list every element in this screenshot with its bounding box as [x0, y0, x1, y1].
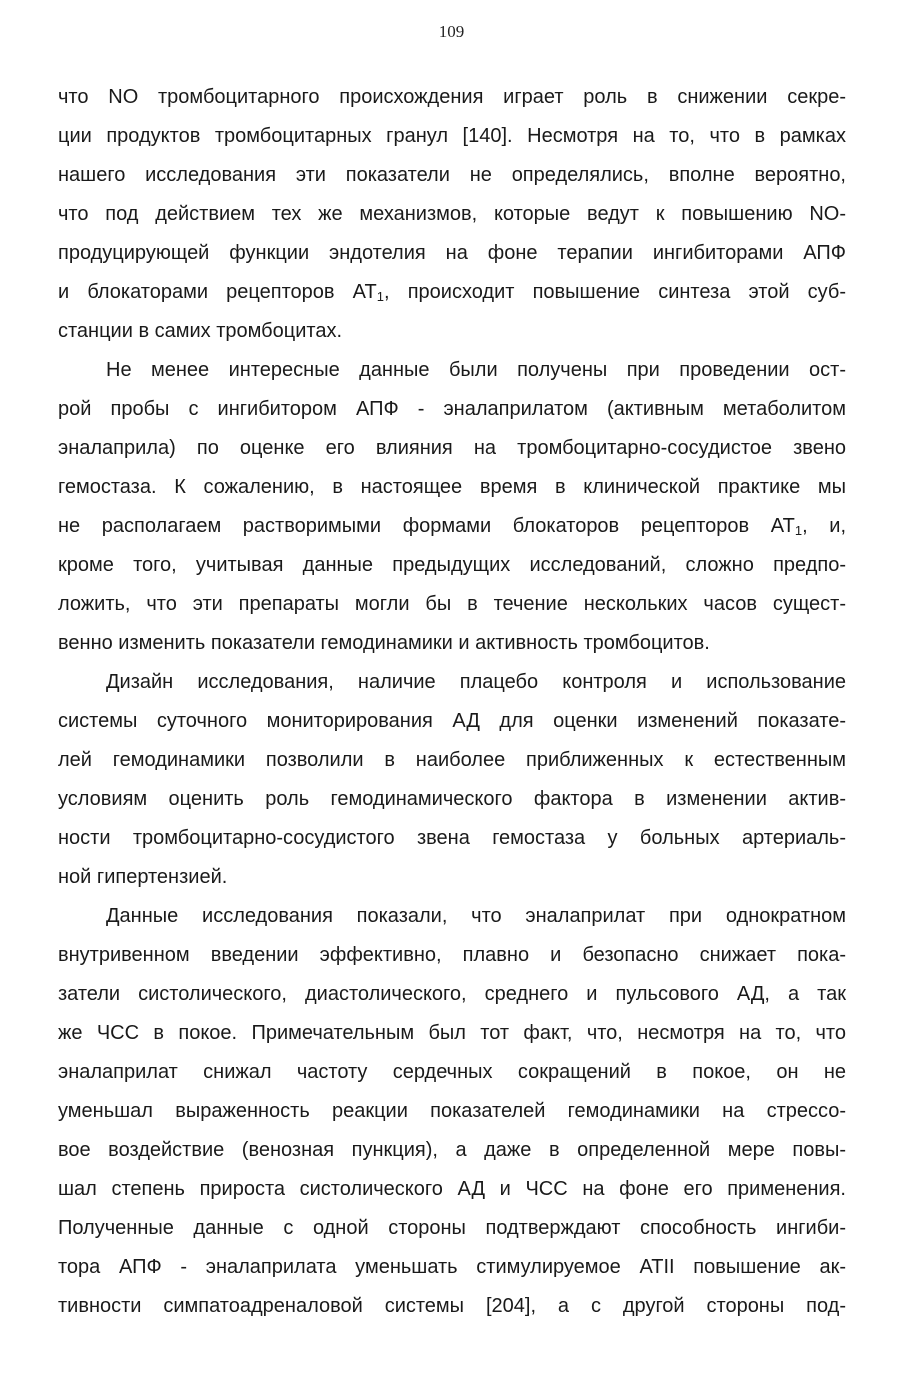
text-line: станции в самих тромбоцитах.	[58, 320, 342, 342]
text-line: уменьшал выраженность реакции показателей гемодинамики на стрессо-	[58, 1100, 846, 1122]
text-line: эналаприлат снижал частоту сердечных сокращений в покое, он не	[58, 1061, 846, 1083]
text-line: ной гипертензией.	[58, 866, 228, 888]
text-line: вое воздействие (венозная пункция), а даже в определенной мере повы-	[58, 1139, 846, 1161]
text-line: Не менее интересные данные были получены при проведении ост-	[106, 359, 846, 381]
document-body	[58, 78, 846, 1326]
text-line: гемостаза. К сожалению, в настоящее время в клинической практике мы	[58, 476, 846, 498]
text-line: Дизайн исследования, наличие плацебо контроля и использование	[106, 671, 846, 693]
text-line: тора АПФ - эналаприлата уменьшать стимулируемое АТII повышение ак-	[58, 1256, 846, 1278]
text-line: что под действием тех же механизмов, которые ведут к повышению NO-	[58, 203, 846, 225]
text-line: венно изменить показатели гемодинамики и активность тромбоцитов.	[58, 632, 710, 654]
text-line: и блокаторами рецепторов $AT_1$, происходит повышение синтеза этой суб-	[58, 281, 846, 304]
text-line: Полученные данные с одной стороны подтверждают способность ингиби-	[58, 1217, 846, 1239]
page-number: 109	[438, 22, 465, 41]
text-line: рой пробы с ингибитором АПФ - эналаприлатом (активным метаболитом	[58, 398, 846, 420]
text-line: продуцирующей функции эндотелия на фоне терапии ингибиторами АПФ	[58, 242, 846, 264]
paragraph	[58, 78, 846, 351]
text-line: ности тромбоцитарно-сосудистого звена гемостаза у больных артериаль-	[58, 827, 846, 849]
text-line: ции продуктов тромбоцитарных гранул [140]. Несмотря на то, что в рамках	[58, 125, 846, 147]
paragraph	[58, 351, 846, 663]
text-line: лей гемодинамики позволили в наиболее приближенных к естественным	[58, 749, 846, 771]
text-line: же ЧСС в покое. Примечательным был тот факт, что, несмотря на то, что	[58, 1022, 846, 1044]
text-line: внутривенном введении эффективно, плавно и безопасно снижает пока-	[58, 944, 846, 966]
text-line: кроме того, учитывая данные предыдущих исследований, сложно предпо-	[58, 554, 846, 576]
text-line: тивности симпатоадреналовой системы [204], а с другой стороны под-	[58, 1295, 846, 1317]
text-line: эналаприла) по оценке его влияния на тромбоцитарно-сосудистое звено	[58, 437, 846, 459]
text-line: затели систолического, диастолического, среднего и пульсового АД, а так	[58, 983, 846, 1005]
text-line: что NO тромбоцитарного происхождения играет роль в снижении секре-	[58, 86, 846, 108]
text-line: Данные исследования показали, что эналаприлат при однократном	[106, 905, 846, 927]
paragraph	[58, 897, 846, 1326]
text-line: ложить, что эти препараты могли бы в течение нескольких часов сущест-	[58, 593, 846, 615]
text-line: шал степень прироста систолического АД и ЧСС на фоне его применения.	[58, 1178, 846, 1200]
paragraph	[58, 663, 846, 897]
text-line: системы суточного мониторирования АД для оценки изменений показате-	[58, 710, 846, 732]
text-line: не располагаем растворимыми формами блокаторов рецепторов $AT_1$, и,	[58, 515, 846, 538]
text-line: нашего исследования эти показатели не определялись, вполне вероятно,	[58, 164, 846, 186]
text-line: условиям оценить роль гемодинамического фактора в изменении актив-	[58, 788, 846, 810]
